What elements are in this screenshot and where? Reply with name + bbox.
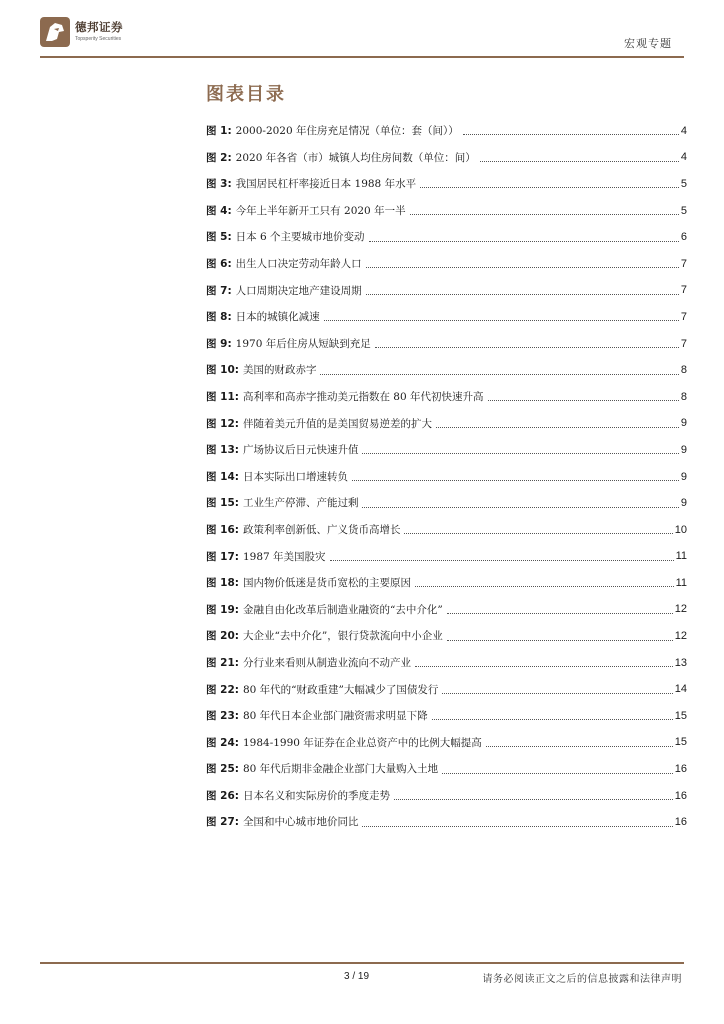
toc-entry-page: 11 bbox=[675, 550, 687, 563]
footer-divider bbox=[40, 962, 684, 964]
toc-leader-dots bbox=[410, 213, 679, 215]
toc-entry-text: 广场协议后日元快速升值 bbox=[242, 444, 359, 457]
toc-entry-label: 图 11: bbox=[206, 390, 239, 403]
toc-entry-label: 图 25: bbox=[206, 763, 239, 776]
toc-entry[interactable] bbox=[206, 224, 687, 251]
toc-entry-label: 图 7: bbox=[206, 284, 232, 297]
toc-entry[interactable] bbox=[206, 623, 687, 650]
toc-entry-page: 9 bbox=[680, 443, 687, 456]
toc-leader-dots bbox=[330, 559, 674, 561]
toc-entry[interactable] bbox=[206, 145, 687, 172]
toc-entry-text: 伴随着美元升值的是美国贸易逆差的扩大 bbox=[242, 417, 432, 430]
toc-entry-page: 10 bbox=[674, 523, 687, 536]
toc-leader-dots bbox=[420, 186, 679, 188]
toc-entry-label: 图 26: bbox=[206, 789, 239, 802]
toc-entry-text: 金融自由化改革后制造业融资的“去中介化” bbox=[242, 603, 443, 616]
toc-entry[interactable] bbox=[206, 517, 687, 544]
toc-leader-dots bbox=[362, 506, 678, 508]
toc-entry[interactable] bbox=[206, 490, 687, 517]
toc-entry-label: 图 13: bbox=[206, 444, 239, 457]
toc-entry-label: 图 17: bbox=[206, 550, 239, 563]
toc-list bbox=[206, 118, 687, 836]
toc-entry[interactable] bbox=[206, 570, 687, 597]
toc-entry[interactable] bbox=[206, 251, 687, 278]
toc-entry-text: 出生人口决定劳动年龄人口 bbox=[235, 258, 362, 271]
toc-entry-page: 5 bbox=[680, 177, 687, 190]
toc-entry-text: 2020 年各省（市）城镇人均住房间数（单位：间） bbox=[235, 151, 476, 164]
toc-entry-text: 高利率和高赤字推动美元指数在 80 年代初快速升高 bbox=[242, 390, 484, 403]
toc-entry-label: 图 20: bbox=[206, 630, 239, 643]
legal-disclaimer: 请务必阅读正文之后的信息披露和法律声明 bbox=[482, 974, 682, 985]
toc-entry[interactable] bbox=[206, 650, 687, 677]
toc-leader-dots bbox=[447, 639, 673, 641]
toc-entry[interactable] bbox=[206, 730, 687, 757]
toc-entry-page: 7 bbox=[680, 337, 687, 350]
toc-leader-dots bbox=[415, 585, 674, 587]
logo-name-en: Topsperity Securities bbox=[75, 35, 122, 42]
toc-entry-label: 图 4: bbox=[206, 204, 232, 217]
toc-leader-dots bbox=[488, 399, 679, 401]
toc-entry-label: 图 21: bbox=[206, 656, 239, 669]
toc-entry-text: 日本 6 个主要城市地价变动 bbox=[235, 231, 365, 244]
toc-entry-text: 1970 年后住房从短缺到充足 bbox=[235, 337, 371, 350]
toc-entry-page: 9 bbox=[680, 497, 687, 510]
toc-entry[interactable] bbox=[206, 118, 687, 145]
toc-entry-text: 国内物价低迷是货币宽松的主要原因 bbox=[242, 577, 411, 590]
toc-entry-page: 11 bbox=[675, 576, 687, 589]
toc-entry-text: 80 年代后期非金融企业部门大量购入土地 bbox=[242, 763, 439, 776]
toc-leader-dots bbox=[442, 772, 673, 774]
toc-leader-dots bbox=[369, 240, 679, 242]
toc-entry-label: 图 1: bbox=[206, 125, 232, 138]
toc-leader-dots bbox=[320, 373, 678, 375]
toc-leader-dots bbox=[362, 452, 678, 454]
toc-entry-label: 图 12: bbox=[206, 417, 239, 430]
toc-leader-dots bbox=[432, 718, 673, 720]
toc-entry[interactable] bbox=[206, 198, 687, 225]
toc-entry-page: 8 bbox=[680, 364, 687, 377]
toc-entry-page: 9 bbox=[680, 417, 687, 430]
toc-entry-page: 12 bbox=[674, 603, 687, 616]
toc-leader-dots bbox=[352, 479, 679, 481]
toc-entry-label: 图 10: bbox=[206, 364, 239, 377]
toc-entry-label: 图 23: bbox=[206, 710, 239, 723]
toc-leader-dots bbox=[362, 825, 672, 827]
toc-entry-label: 图 5: bbox=[206, 231, 232, 244]
toc-leader-dots bbox=[436, 426, 679, 428]
brand-logo bbox=[40, 17, 123, 47]
toc-entry-label: 图 8: bbox=[206, 311, 232, 324]
toc-entry-page: 7 bbox=[680, 257, 687, 270]
toc-leader-dots bbox=[394, 798, 673, 800]
toc-leader-dots bbox=[463, 133, 679, 135]
toc-entry-text: 日本的城镇化减速 bbox=[235, 311, 320, 324]
toc-entry-text: 工业生产停滞、产能过剩 bbox=[242, 497, 359, 510]
toc-entry-page: 5 bbox=[680, 204, 687, 217]
toc-entry-label: 图 9: bbox=[206, 337, 232, 350]
toc-leader-dots bbox=[324, 319, 679, 321]
toc-entry-text: 今年上半年新开工只有 2020 年一半 bbox=[235, 204, 406, 217]
toc-leader-dots bbox=[486, 745, 673, 747]
toc-title: 图表目录 bbox=[206, 84, 286, 105]
toc-entry-label: 图 3: bbox=[206, 178, 232, 191]
toc-entry-text: 我国居民杠杆率接近日本 1988 年水平 bbox=[235, 178, 417, 191]
toc-entry-text: 日本名义和实际房价的季度走势 bbox=[242, 789, 390, 802]
toc-entry-text: 80 年代的“财政重建”大幅减少了国债发行 bbox=[242, 683, 439, 696]
toc-entry-page: 9 bbox=[680, 470, 687, 483]
toc-entry-text: 政策利率创新低、广义货币高增长 bbox=[242, 523, 401, 536]
toc-leader-dots bbox=[375, 346, 679, 348]
toc-entry-page: 7 bbox=[680, 310, 687, 323]
header-divider bbox=[40, 56, 684, 58]
toc-entry-text: 日本实际出口增速转负 bbox=[242, 470, 348, 483]
toc-entry-label: 图 18: bbox=[206, 577, 239, 590]
toc-entry-page: 6 bbox=[680, 231, 687, 244]
toc-entry[interactable] bbox=[206, 411, 687, 438]
toc-leader-dots bbox=[366, 293, 679, 295]
logo-name-cn: 德邦证券 bbox=[75, 20, 123, 35]
toc-entry-text: 美国的财政赤字 bbox=[242, 364, 317, 377]
toc-entry[interactable] bbox=[206, 304, 687, 331]
toc-entry-page: 15 bbox=[674, 736, 687, 749]
toc-entry[interactable] bbox=[206, 783, 687, 810]
toc-entry-text: 分行业来看则从制造业流向不动产业 bbox=[242, 656, 411, 669]
toc-leader-dots bbox=[442, 692, 672, 694]
toc-entry-label: 图 24: bbox=[206, 736, 239, 749]
toc-entry-page: 4 bbox=[680, 151, 687, 164]
toc-entry-label: 图 27: bbox=[206, 816, 239, 829]
toc-entry-text: 全国和中心城市地价同比 bbox=[242, 816, 359, 829]
toc-entry-page: 7 bbox=[680, 284, 687, 297]
toc-entry-label: 图 14: bbox=[206, 470, 239, 483]
toc-entry-page: 16 bbox=[674, 789, 687, 802]
toc-entry[interactable] bbox=[206, 676, 687, 703]
toc-entry[interactable] bbox=[206, 464, 687, 491]
toc-entry-page: 12 bbox=[674, 630, 687, 643]
toc-leader-dots bbox=[480, 160, 679, 162]
toc-entry[interactable] bbox=[206, 544, 687, 571]
toc-entry[interactable] bbox=[206, 357, 687, 384]
toc-entry-page: 4 bbox=[680, 124, 687, 137]
toc-entry-page: 14 bbox=[674, 683, 687, 696]
toc-entry[interactable] bbox=[206, 278, 687, 305]
toc-entry[interactable] bbox=[206, 384, 687, 411]
toc-entry-page: 16 bbox=[674, 763, 687, 776]
logo-mark-icon bbox=[40, 17, 70, 47]
toc-entry-label: 图 6: bbox=[206, 258, 232, 271]
toc-entry[interactable] bbox=[206, 437, 687, 464]
toc-entry-page: 15 bbox=[674, 709, 687, 722]
toc-entry-label: 图 19: bbox=[206, 603, 239, 616]
toc-entry-label: 图 2: bbox=[206, 151, 232, 164]
toc-entry-text: 1984-1990 年证券在企业总资产中的比例大幅提高 bbox=[242, 736, 482, 749]
toc-entry[interactable] bbox=[206, 331, 687, 358]
toc-leader-dots bbox=[366, 266, 679, 268]
toc-entry-label: 图 22: bbox=[206, 683, 239, 696]
toc-entry[interactable] bbox=[206, 756, 687, 783]
toc-entry-text: 1987 年美国股灾 bbox=[242, 550, 326, 563]
toc-entry-text: 2000-2020 年住房充足情况（单位：套（间）） bbox=[235, 125, 459, 138]
toc-entry[interactable] bbox=[206, 809, 687, 836]
toc-entry-text: 大企业“去中介化”，银行贷款流向中小企业 bbox=[242, 630, 443, 643]
toc-entry-page: 13 bbox=[674, 656, 687, 669]
toc-entry[interactable] bbox=[206, 703, 687, 730]
toc-entry-label: 图 16: bbox=[206, 523, 239, 536]
toc-entry-page: 8 bbox=[680, 390, 687, 403]
toc-leader-dots bbox=[404, 532, 672, 534]
toc-leader-dots bbox=[415, 665, 673, 667]
toc-entry-page: 16 bbox=[674, 816, 687, 829]
toc-entry-text: 80 年代日本企业部门融资需求明显下降 bbox=[242, 710, 428, 723]
toc-entry[interactable] bbox=[206, 597, 687, 624]
toc-leader-dots bbox=[447, 612, 673, 614]
toc-entry-text: 人口周期决定地产建设周期 bbox=[235, 284, 362, 297]
toc-entry-label: 图 15: bbox=[206, 497, 239, 510]
toc-entry[interactable] bbox=[206, 171, 687, 198]
page-number: 3 / 19 bbox=[344, 971, 370, 982]
section-tag: 宏观专题 bbox=[624, 37, 672, 50]
